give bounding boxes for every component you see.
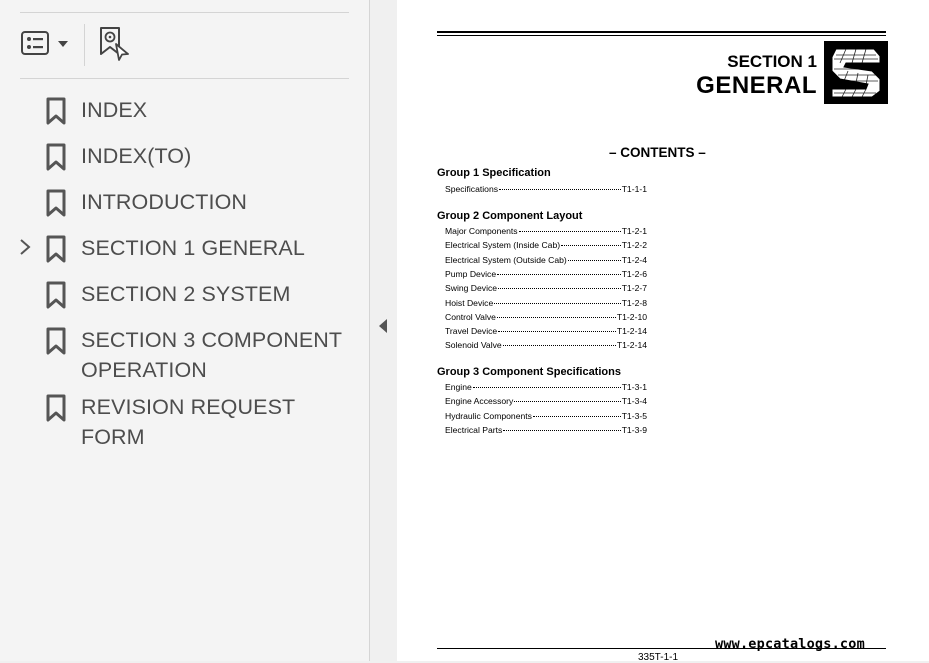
toc-leader-dots [514, 393, 620, 402]
toc-entry-page: T1-3-1 [621, 382, 647, 392]
bookmark-item[interactable] [0, 233, 369, 263]
toc-entry-page: T1-2-14 [616, 340, 647, 351]
toc-leader-dots [503, 337, 616, 346]
toc-entry-name: Travel Device [445, 326, 498, 337]
toc-entry-page: T1-2-7 [621, 283, 647, 294]
toc-entry-name: Electrical System (Inside Cab) [445, 240, 561, 251]
bookmark-icon [46, 189, 66, 217]
panel-top-divider [20, 12, 349, 13]
toc-leader-dots [498, 280, 621, 289]
bookmark-item[interactable] [0, 141, 369, 171]
bookmark-icon [46, 143, 66, 171]
bookmark-label: SECTION 3 COMPONENT OPERATION [81, 328, 342, 382]
toc-entry-page: T1-2-4 [621, 254, 647, 265]
section-logo [824, 41, 888, 104]
toc-leader-dots [568, 252, 621, 261]
toc-entry-name: Electrical Parts [445, 425, 503, 436]
toc-entry-name: Specifications [445, 184, 499, 194]
bookmark-icon [46, 327, 66, 355]
toc-group-title: Group 1 Specification [437, 167, 551, 179]
bookmark-icon [46, 235, 66, 263]
toc-leader-dots [533, 408, 621, 417]
toc-entry[interactable] [445, 254, 647, 266]
toc-group-title: Group 3 Component Specifications [437, 366, 621, 378]
bookmark-label: INTRODUCTION [81, 190, 248, 214]
toc-entry-name: Swing Device [445, 283, 498, 294]
bookmark-label: SECTION 1 GENERAL [81, 236, 305, 260]
toolbar-separator [84, 24, 85, 66]
toc-entry-name: Electrical System (Outside Cab) [445, 254, 567, 265]
bookmark-item[interactable] [0, 95, 369, 125]
find-bookmark-icon [98, 26, 134, 62]
toc-entry[interactable] [445, 311, 647, 323]
bookmark-label: INDEX(TO) [81, 144, 192, 168]
collapse-panel-button[interactable] [377, 318, 389, 334]
chevron-left-icon [377, 318, 389, 334]
watermark: www.epcatalogs.com [715, 636, 865, 652]
toc-leader-dots [503, 422, 620, 431]
bookmark-options-button[interactable] [20, 28, 72, 60]
toc-entry-name: Solenoid Valve [445, 340, 502, 351]
toc-leader-dots [473, 379, 621, 388]
toc-entry[interactable] [445, 297, 647, 309]
toc-entry-page: T1-1-1 [621, 184, 647, 194]
bookmarks-panel [0, 0, 370, 661]
contents-title: – CONTENTS – [609, 145, 706, 160]
find-bookmark-button[interactable] [98, 26, 134, 62]
toc-entry-page: T1-2-14 [616, 326, 647, 337]
bookmark-icon [46, 281, 66, 309]
toc-entry[interactable] [445, 424, 647, 436]
toc-leader-dots [497, 309, 616, 318]
toc-entry-page: T1-3-5 [621, 410, 647, 421]
toc-leader-dots [498, 323, 616, 332]
toc-entry-name: Control Valve [445, 311, 496, 322]
toc-entry[interactable] [445, 381, 647, 393]
toc-entry-page: T1-2-1 [621, 226, 647, 236]
header-rule-thick [437, 31, 886, 33]
toc-entry[interactable] [445, 410, 647, 422]
toc-entry-page: T1-2-10 [616, 311, 647, 322]
toc-entry-page: T1-2-2 [621, 240, 647, 251]
document-page [397, 0, 929, 661]
toc-entry[interactable] [445, 225, 647, 237]
toc-entry[interactable] [445, 239, 647, 251]
bookmark-label: REVISION REQUEST FORM [81, 395, 295, 449]
toc-entry[interactable] [445, 325, 647, 337]
chevron-right-icon[interactable] [17, 237, 33, 257]
toc-entry-name: Engine [445, 382, 472, 392]
section-number: SECTION 1 [727, 52, 817, 71]
toc-leader-dots [494, 295, 620, 304]
toc-leader-dots [561, 237, 621, 246]
toc-leader-dots [499, 181, 621, 190]
section-s-logo-icon [824, 41, 888, 104]
bookmark-label: SECTION 2 SYSTEM [81, 282, 291, 306]
toc-entry[interactable] [445, 183, 647, 195]
toc-entry[interactable] [445, 268, 647, 280]
bookmark-item[interactable] [0, 392, 369, 449]
bookmark-item[interactable] [0, 325, 369, 385]
toc-entry-name: Engine Accessory [445, 396, 514, 407]
toc-entry[interactable] [445, 395, 647, 407]
bookmark-icon [46, 394, 66, 422]
toc-entry-name: Hydraulic Components [445, 410, 532, 421]
toc-entry[interactable] [445, 282, 647, 294]
bookmark-label: INDEX [81, 98, 148, 122]
toc-leader-dots [519, 223, 621, 232]
toc-entry-page: T1-2-6 [621, 268, 647, 279]
toc-entry-name: Major Components [445, 226, 518, 236]
bookmark-item[interactable] [0, 279, 369, 309]
toc-leader-dots [497, 266, 621, 275]
bookmark-item[interactable] [0, 187, 369, 217]
toc-entry-page: T1-2-8 [621, 297, 647, 308]
toc-group-title: Group 2 Component Layout [437, 210, 583, 222]
toc-entry-name: Pump Device [445, 268, 497, 279]
header-rule-thin [437, 35, 886, 36]
toc-entry-page: T1-3-9 [621, 425, 647, 436]
bookmark-icon [46, 97, 66, 125]
list-options-icon [20, 28, 72, 60]
toc-entry-page: T1-3-4 [621, 396, 647, 407]
page-number: 335T-1-1 [638, 652, 679, 663]
toolbar-divider [20, 78, 349, 79]
toc-entry[interactable] [445, 339, 647, 351]
section-title: GENERAL [696, 72, 817, 99]
toc-entry-name: Hoist Device [445, 297, 494, 308]
